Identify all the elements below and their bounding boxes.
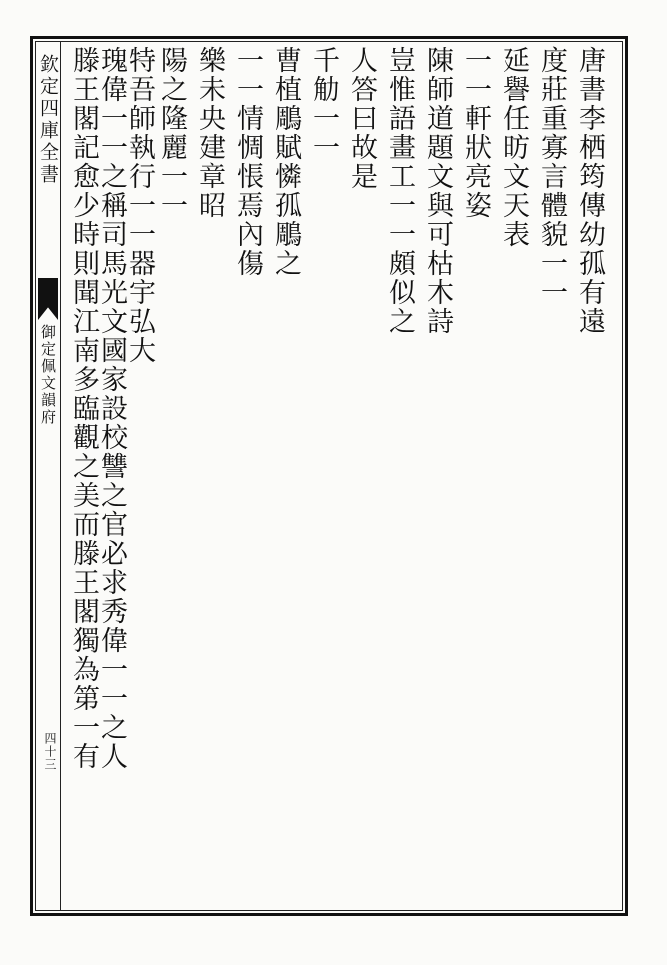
text-column: 度莊重寡言體貌一一 — [536, 46, 567, 307]
text-column: 唐書李栖筠傳幼孤有遠 — [574, 46, 605, 336]
text-column: 特吾師執行一一器宇弘大 — [124, 46, 155, 365]
text-column: 人答曰故是 — [346, 46, 377, 191]
text-column: 豈惟語畫工一一頗似之 — [384, 46, 415, 336]
margin-page-number: 四十三 — [43, 732, 57, 771]
text-column: 延譽任昉文天表 — [498, 46, 529, 249]
margin-book-title: 欽定四庫全書 — [37, 54, 59, 186]
text-column: 一一情惆悵焉內傷 — [232, 46, 263, 278]
text-column: 千觔一一 — [308, 46, 339, 162]
text-column: 陳師道題文與可枯木詩 — [422, 46, 453, 336]
text-column: 瑰偉一一之稱司馬光文國家設校讐之官必求秀偉一一之人 — [96, 46, 127, 771]
text-column: 樂未央建章昭 — [194, 46, 225, 220]
text-column: 曹植鵰賦憐孤鵰之 — [270, 46, 301, 278]
margin-subtitle: 御定佩文韻府 — [39, 324, 57, 426]
text-column: 一一軒狀亮姿 — [460, 46, 491, 220]
text-column: 滕王閣記愈少時則聞江南多臨觀之美而滕王閣獨為第一有 — [68, 46, 99, 771]
text-column: 陽之隆麗一一 — [156, 46, 187, 220]
